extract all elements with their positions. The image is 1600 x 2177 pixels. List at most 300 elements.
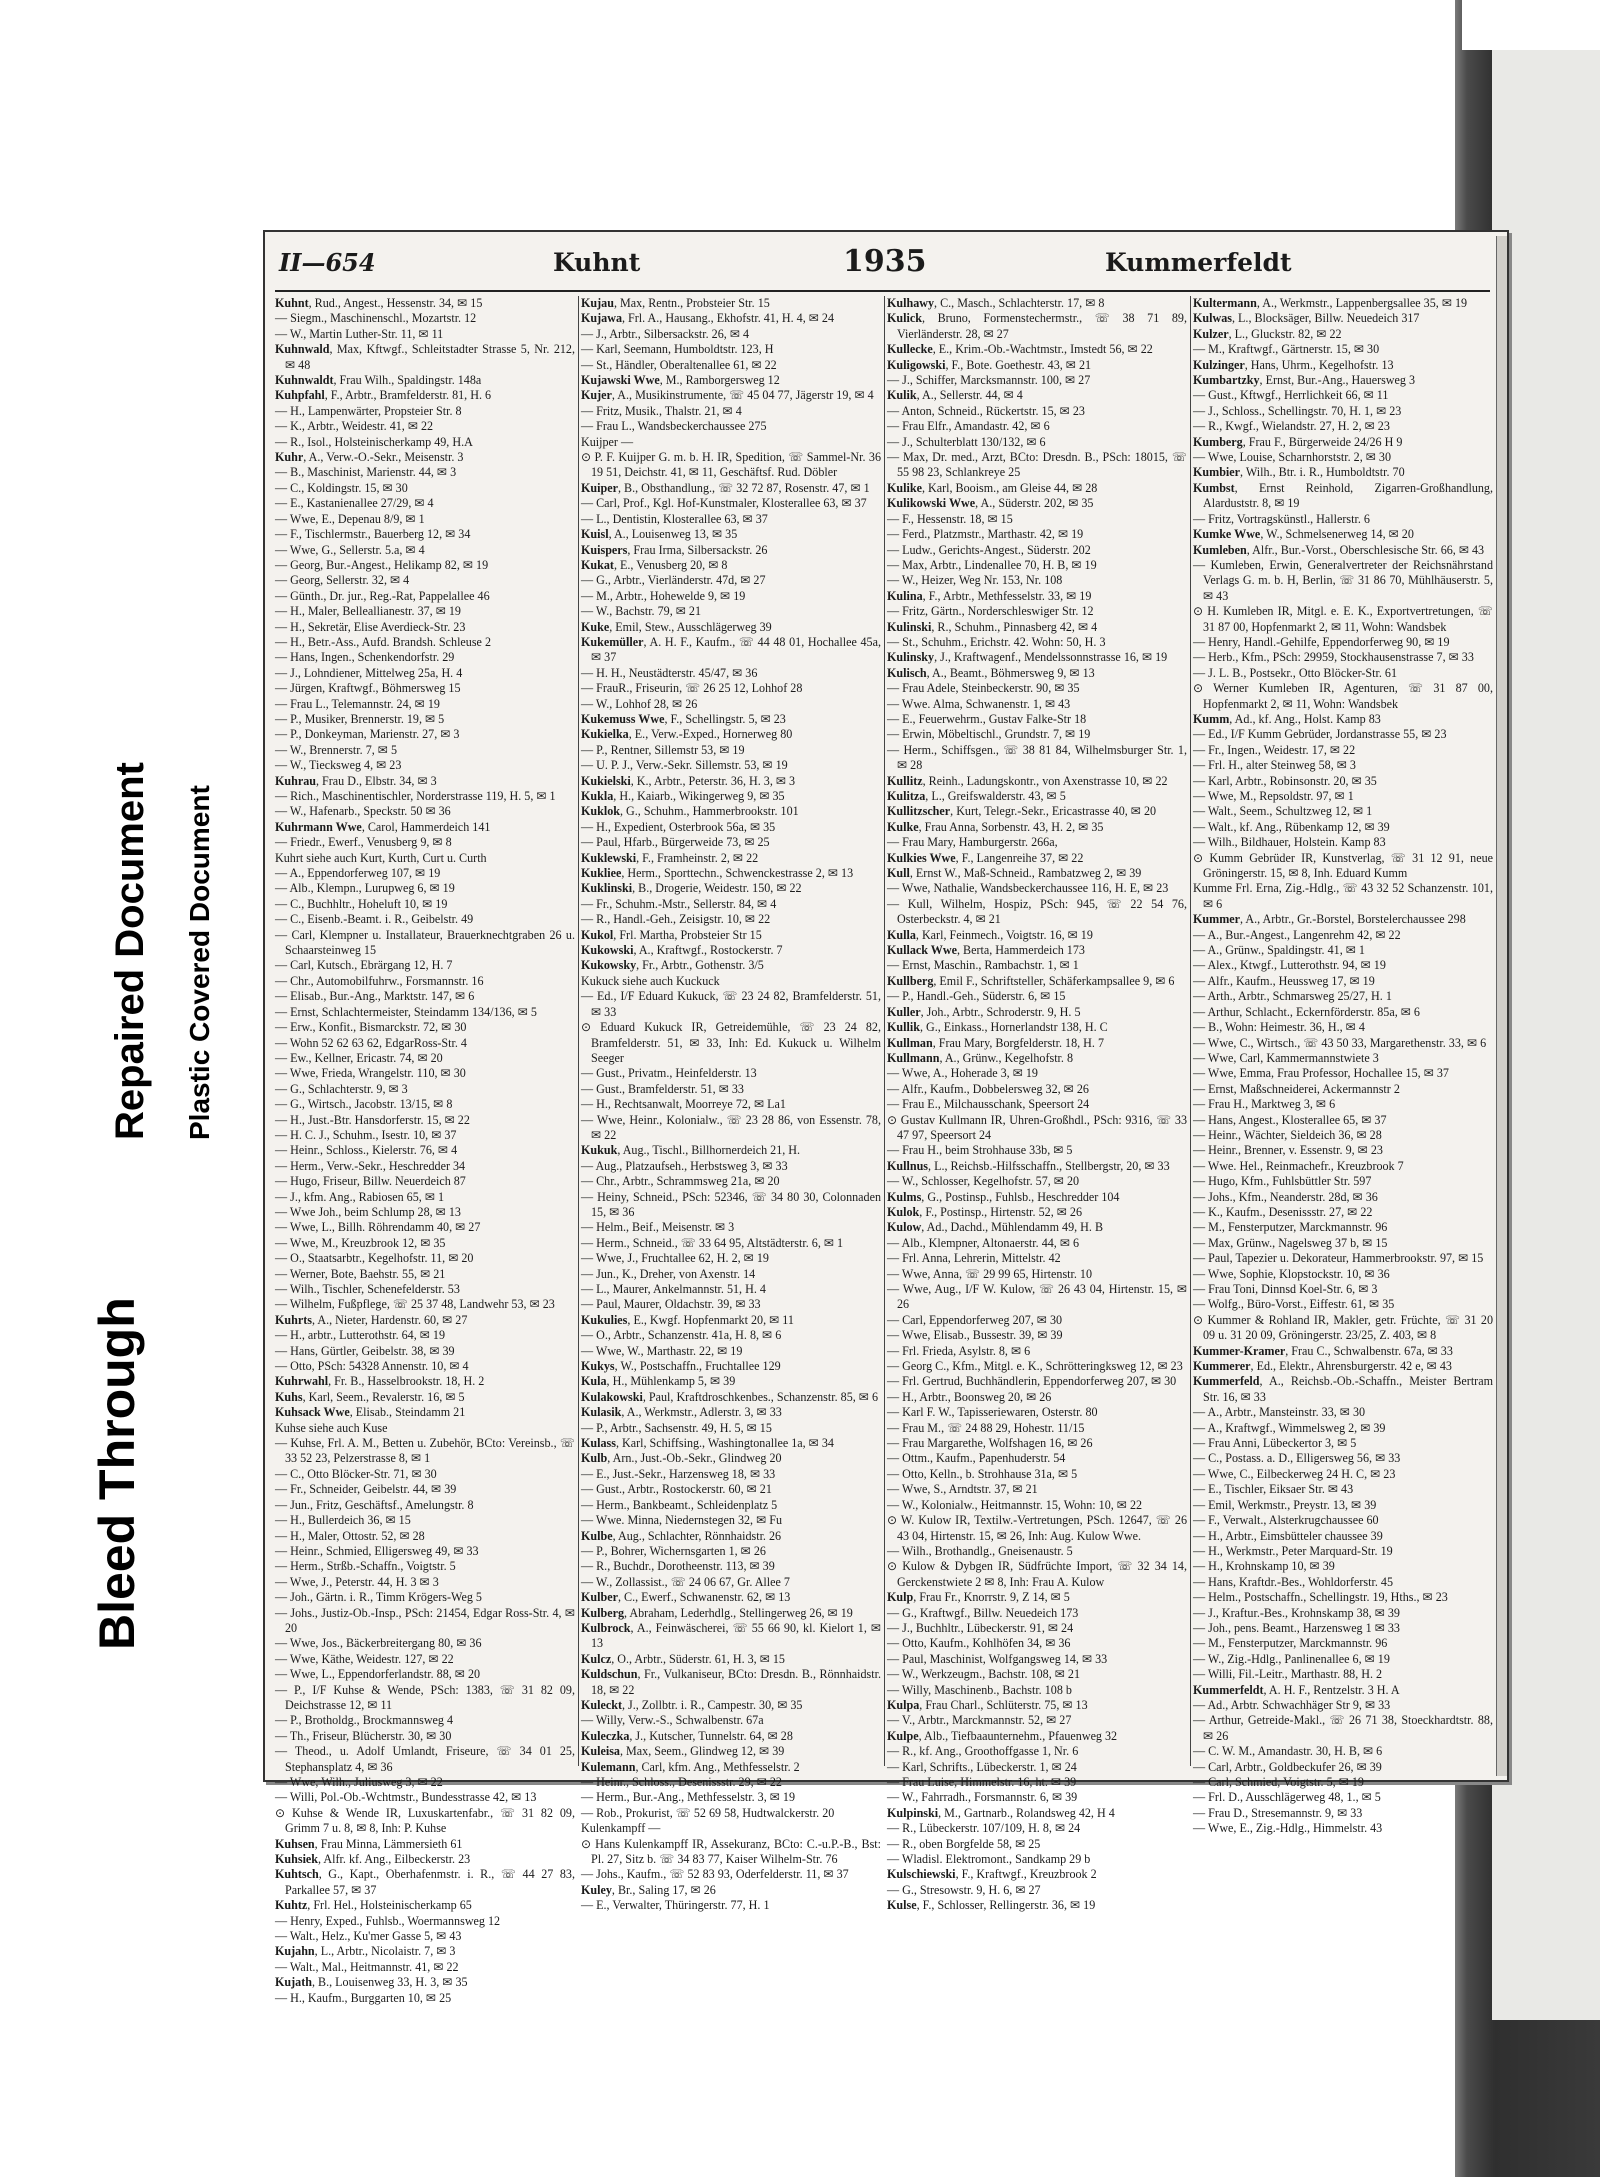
column-1 bbox=[275, 296, 575, 2005]
directory-entry: — Gust., Kftwgf., Herrlichkeit 66, ✉ 11 bbox=[1193, 388, 1389, 403]
directory-columns bbox=[275, 296, 1493, 2005]
directory-entry: — P., Handl.-Geh., Süderstr. 6, ✉ 15 bbox=[887, 989, 1066, 1004]
directory-entry: ⊙ Eduard Kukuck IR, Getreidemühle, ☏ 23 24 82, Bramfelderstr. 51, ✉ 33, Inh: Ed. Kukuck u. Wilhelm Seeger bbox=[581, 1020, 881, 1065]
directory-entry: — L., Dentistin, Klosterallee 63, ✉ 37 bbox=[581, 511, 768, 526]
directory-entry: Kulms, G., Postinsp., Fuhlsb., Heschredder 104 bbox=[887, 1189, 1120, 1204]
directory-entry: — P., Rentner, Sillemstr 53, ✉ 19 bbox=[581, 742, 745, 757]
directory-entry: Kuhse siehe auch Kuse bbox=[275, 1420, 388, 1435]
directory-entry: — Wladisl. Elektromont., Sandkamp 29 b bbox=[887, 1852, 1091, 1867]
directory-entry: — Wolfg., Büro-Vorst., Eiffestr. 61, ✉ 35 bbox=[1193, 1297, 1395, 1312]
directory-entry: Kulitza, L., Greifswalderstr. 43, ✉ 5 bbox=[887, 789, 1066, 803]
directory-entry: — Erw., Konfit., Bismarckstr. 72, ✉ 30 bbox=[275, 1020, 467, 1035]
directory-entry: — Wwe, Louise, Scharnhorststr. 2, ✉ 30 bbox=[1193, 450, 1392, 465]
directory-entry: — Wwe, E., Zig.-Hdlg., Himmelstr. 43 bbox=[1193, 1821, 1383, 1836]
directory-entry: Kullitzscher, Kurt, Telegr.-Sekr., Ericastrasse 40, ✉ 20 bbox=[887, 804, 1157, 819]
directory-entry: — St., Händler, Oberaltenallee 61, ✉ 22 bbox=[581, 357, 777, 372]
directory-entry: Kuke, Emil, Stew., Ausschlägerweg 39 bbox=[581, 619, 772, 634]
directory-entry: — Wilh., Bildhauer, Holstein. Kamp 83 bbox=[1193, 835, 1386, 850]
header-year: 1935 bbox=[843, 244, 927, 279]
directory-entry: — J. L. B., Postsekr., Otto Blöcker-Str. 61 bbox=[1193, 665, 1398, 680]
directory-entry: Kumberg, Frau F., Bürgerweide 24/26 H 9 bbox=[1193, 434, 1403, 449]
directory-entry: — E., Feuerwehrm., Gustav Falke-Str 18 bbox=[887, 711, 1087, 726]
directory-entry: — Wilh., Brothandlg., Gneisenaustr. 5 bbox=[887, 1543, 1073, 1558]
directory-entry: Kulber, C., Ewerf., Schwanenstr. 62, ✉ 13 bbox=[581, 1590, 791, 1605]
directory-entry: — W., Schlosser, Kegelhofstr. 57, ✉ 20 bbox=[887, 1174, 1080, 1189]
directory-entry: — Karl, Seemann, Humboldtstr. 123, H bbox=[581, 342, 774, 357]
directory-entry: — Wilhelm, Fußpflege, ☏ 25 37 48, Landwehr 53, ✉ 23 bbox=[275, 1297, 555, 1312]
directory-entry: — H., Werkmstr., Peter Marquard-Str. 19 bbox=[1193, 1543, 1393, 1558]
directory-entry: — Frau Luise, Himmelstr. 16, ht. ✉ 39 bbox=[887, 1775, 1077, 1789]
directory-entry: — W., Lohhof 28, ✉ 26 bbox=[581, 696, 698, 711]
directory-entry: — Arth., Arbtr., Schmarsweg 25/27, H. 1 bbox=[1193, 989, 1392, 1004]
directory-entry: Kukielski, K., Arbtr., Peterstr. 36, H. 3, ✉ 3 bbox=[581, 773, 796, 788]
directory-entry: Kuleckt, J., Zollbtr. i. R., Campestr. 30, ✉ 35 bbox=[581, 1697, 803, 1712]
directory-entry: Kulow, Ad., Dachd., Mühlendamm 49, H. B bbox=[887, 1220, 1104, 1235]
directory-entry: Kuhnwald, Max, Kftwgf., Schleitstadter Strasse 5, Nr. 212, ✉ 48 bbox=[275, 342, 575, 372]
directory-entry: Kullnus, L., Reichsb.-Hilfsschaffn., Stellbergstr, 20, ✉ 33 bbox=[887, 1158, 1170, 1173]
directory-entry: — G., Stresowstr. 9, H. 6, ✉ 27 bbox=[887, 1882, 1041, 1897]
directory-entry: — A., Eppendorferweg 107, ✉ 19 bbox=[275, 866, 441, 881]
directory-entry: — P., Bohrer, Wichernsgarten 1, ✉ 26 bbox=[581, 1543, 766, 1558]
directory-entry: — Heinr., Brenner, v. Essenstr. 9, ✉ 23 bbox=[1193, 1143, 1383, 1158]
directory-entry: — Ew., Kellner, Ericastr. 74, ✉ 20 bbox=[275, 1050, 443, 1065]
directory-entry: Kulinski, R., Schuhm., Pinnasberg 42, ✉ 4 bbox=[887, 619, 1098, 634]
directory-entry: — P., Brotholdg., Brockmannsweg 4 bbox=[275, 1713, 454, 1728]
directory-entry: — Frau Elfr., Amandastr. 42, ✉ 6 bbox=[887, 419, 1050, 434]
directory-entry: Kujau, Max, Rentn., Probsteier Str. 15 bbox=[581, 296, 770, 310]
directory-entry: — Ed., I/F Eduard Kukuck, ☏ 23 24 82, Bramfelderstr. 51, ✉ 33 bbox=[581, 989, 881, 1019]
directory-entry: — Willy, Verw.-S., Schwalbenstr. 67a bbox=[581, 1713, 764, 1728]
directory-entry: — B., Wohn: Heimestr. 36, H., ✉ 4 bbox=[1193, 1020, 1365, 1035]
directory-entry: — Otto, Kelln., b. Strohhause 31a, ✉ 5 bbox=[887, 1466, 1078, 1481]
directory-entry: — Frau L., Wandsbeckerchaussee 275 bbox=[581, 419, 767, 434]
directory-entry: — Gust., Bramfelderstr. 51, ✉ 33 bbox=[581, 1081, 744, 1096]
directory-entry: Kumke Wwe, W., Schmelsenerweg 14, ✉ 20 bbox=[1193, 527, 1414, 542]
directory-entry: Kulberg, Abraham, Lederhdlg., Stellingerweg 26, ✉ 19 bbox=[581, 1605, 853, 1620]
directory-entry: — Wwe, Carl, Kammermannstwiete 3 bbox=[1193, 1050, 1379, 1065]
directory-entry: — R., Lübeckerstr. 107/109, H. 8, ✉ 24 bbox=[887, 1821, 1081, 1836]
directory-entry: Kuhsen, Frau Minna, Lämmersieth 61 bbox=[275, 1836, 463, 1851]
directory-entry: Kumbst, Ernst Reinhold, Zigarren-Großhandlung, Alarduststr. 8, ✉ 19 bbox=[1193, 480, 1493, 511]
directory-entry: — Chr., Arbtr., Schrammsweg 21a, ✉ 20 bbox=[581, 1174, 780, 1189]
directory-entry: Kullik, G., Einkass., Hornerlandstr 138, H. C bbox=[887, 1020, 1108, 1035]
directory-entry: — Heinr., Wächter, Sieldeich 36, ✉ 28 bbox=[1193, 1127, 1382, 1142]
directory-entry: — J., Kraftur.-Bes., Krohnskamp 38, ✉ 39 bbox=[1193, 1605, 1400, 1620]
directory-entry: — Wwe, W., Marthastr. 22, ✉ 19 bbox=[581, 1343, 743, 1358]
directory-entry: Kulemann, Carl, kfm. Ang., Methfesselstr. 2 bbox=[581, 1759, 800, 1774]
directory-entry: ⊙ W. Kulow IR, Textilw.-Vertretungen, PSch. 12647, ☏ 26 43 04, Hirtenstr. 15, ✉ 26, Inh: Aug. Kulow Wwe. bbox=[887, 1513, 1187, 1543]
directory-entry: — Alfr., Kaufm., Heussweg 17, ✉ 19 bbox=[1193, 973, 1375, 988]
directory-entry: — Frau E., Milchausschank, Speersort 24 bbox=[887, 1097, 1090, 1112]
directory-entry: — Wwe, C., Wirtsch., ☏ 43 50 33, Margarethenstr. 33, ✉ 6 bbox=[1193, 1035, 1487, 1050]
directory-entry: — E., Tischler, Eiksaer Str. ✉ 43 bbox=[1193, 1482, 1354, 1497]
directory-entry: — Fr., Schneider, Geibelstr. 44, ✉ 39 bbox=[275, 1482, 457, 1497]
column-3 bbox=[887, 296, 1187, 1913]
directory-entry: — Georg, Bur.-Angest., Helikamp 82, ✉ 19 bbox=[275, 557, 489, 572]
directory-entry: — Frau M., ☏ 24 88 29, Hohestr. 11/15 bbox=[887, 1420, 1085, 1435]
directory-entry: Kulkies Wwe, F., Langenreihe 37, ✉ 22 bbox=[887, 850, 1084, 865]
directory-entry: — Carl, Schmied, Voigtstr. 5, ✉ 19 bbox=[1193, 1775, 1364, 1789]
directory-entry: Kuhrmann Wwe, Carol, Hammerdeich 141 bbox=[275, 819, 491, 834]
directory-entry: — Max, Dr. med., Arzt, BCto: Dresdn. B., PSch: 18015, ☏ 55 98 23, Schlankreye 25 bbox=[887, 450, 1187, 480]
directory-entry: — Hans, Ingen., Schenkendorfstr. 29 bbox=[275, 650, 455, 665]
directory-entry: — Paul, Maurer, Oldachstr. 39, ✉ 33 bbox=[581, 1297, 761, 1312]
directory-entry: — O., Staatsarbtr., Kegelhofstr. 11, ✉ 20 bbox=[275, 1251, 474, 1266]
directory-entry: — H., Kaufm., Burggarten 10, ✉ 25 bbox=[275, 1990, 452, 2005]
directory-entry: Kukliee, Herm., Sporttechn., Schwenckestrasse 2, ✉ 13 bbox=[581, 866, 854, 881]
directory-entry: — Johs., Justiz-Ob.-Insp., PSch: 21454, Edgar Ross-Str. 4, ✉ 20 bbox=[275, 1605, 575, 1635]
directory-entry: Kuklinski, B., Drogerie, Weidestr. 150, ✉ 22 bbox=[581, 881, 802, 896]
directory-entry: Kuispers, Frau Irma, Silbersackstr. 26 bbox=[581, 542, 768, 557]
directory-entry: — Heinr., Schloss., Desenissstr. 29, ✉ 22 bbox=[581, 1775, 782, 1789]
directory-entry: — Herm., Bur.-Ang., Methfesselstr. 3, ✉ 19 bbox=[581, 1790, 796, 1805]
directory-entry: ⊙ Kummer & Rohland IR, Makler, getr. Früchte, ☏ 31 20 09 u. 31 20 09, Gröningerstr. 23/25, Z. 403, ✉ 8 bbox=[1193, 1312, 1493, 1343]
directory-entry: — Carl, Eppendorferweg 207, ✉ 30 bbox=[887, 1312, 1063, 1327]
directory-entry: Kulpe, Alb., Tiefbaaunternehm., Pfauenweg 32 bbox=[887, 1728, 1118, 1743]
directory-entry: Kulick, Bruno, Formenstechermstr., ☏ 38 71 89, Vierländerstr. 28, ✉ 27 bbox=[887, 311, 1187, 341]
directory-entry: Kulke, Frau Anna, Sorbenstr. 43, H. 2, ✉ 35 bbox=[887, 819, 1104, 834]
directory-entry: Kuligowski, F., Bote. Goethestr. 43, ✉ 21 bbox=[887, 357, 1092, 372]
directory-entry: — Wwe, Heinr., Kolonialw., ☏ 23 28 86, von Essenstr. 78, ✉ 22 bbox=[581, 1112, 881, 1142]
directory-entry: Kukulies, E., Kwgf. Hopfenmarkt 20, ✉ 11 bbox=[581, 1312, 794, 1327]
directory-entry: — W., Tiecksweg 4, ✉ 23 bbox=[275, 758, 402, 773]
directory-entry: Kuleisa, Max, Seem., Glindweg 12, ✉ 39 bbox=[581, 1744, 785, 1759]
directory-entry: Kuijper — bbox=[581, 434, 634, 449]
directory-entry: Kulse, F., Schlosser, Rellingerstr. 36, ✉ 19 bbox=[887, 1898, 1096, 1913]
directory-entry: Kulbrock, A., Feinwäscherei, ☏ 55 66 90, kl. Kielort 1, ✉ 13 bbox=[581, 1620, 881, 1651]
directory-entry: Kulike, Karl, Booism., am Gleise 44, ✉ 28 bbox=[887, 480, 1098, 495]
directory-entry: — Wwe, E., Depenau 8/9, ✉ 1 bbox=[275, 511, 425, 526]
directory-entry: — H., Just.-Btr. Hansdorferstr. 15, ✉ 22 bbox=[275, 1112, 470, 1127]
directory-entry: — Hans, Kraftdr.-Bes., Wohldorferstr. 45 bbox=[1193, 1574, 1393, 1589]
directory-entry: — Fr., Schuhm.-Mstr., Sellerstr. 84, ✉ 4 bbox=[581, 896, 777, 911]
directory-entry: — C. W. M., Amandastr. 30, H. B, ✉ 6 bbox=[1193, 1744, 1383, 1759]
directory-entry: — Max, Grünw., Nagelsweg 37 b, ✉ 15 bbox=[1193, 1235, 1388, 1250]
directory-entry: — Wwe, J., Fruchtallee 62, H. 2, ✉ 19 bbox=[581, 1251, 769, 1266]
directory-entry: — V., Arbtr., Marckmannstr. 52, ✉ 27 bbox=[887, 1713, 1072, 1728]
directory-entry: Kulzer, L., Gluckstr. 82, ✉ 22 bbox=[1193, 326, 1342, 341]
directory-entry: — P., Donkeyman, Marienstr. 27, ✉ 3 bbox=[275, 727, 460, 742]
directory-entry: Kulikowski Wwe, A., Süderstr. 202, ✉ 35 bbox=[887, 496, 1094, 511]
directory-entry: — C., Koldingstr. 15, ✉ 30 bbox=[275, 480, 408, 495]
directory-entry: Kulp, Frau Fr., Knorrstr. 9, Z 14, ✉ 5 bbox=[887, 1590, 1070, 1605]
directory-entry: — Wwe, L., Eppendorferlandstr. 88, ✉ 20 bbox=[275, 1667, 481, 1682]
directory-entry: Kukys, W., Postschaffn., Fruchtallee 129 bbox=[581, 1359, 781, 1374]
column-rule bbox=[1190, 296, 1191, 1766]
directory-entry: — H., Rechtsanwalt, Moorreye 72, ✉ La1 bbox=[581, 1097, 786, 1112]
directory-entry: — G., Arbtr., Vierländerstr. 47d, ✉ 27 bbox=[581, 573, 766, 588]
directory-entry: — Jun., Fritz, Geschäftsf., Amelungstr. 8 bbox=[275, 1497, 474, 1512]
directory-entry: — J., Arbtr., Silbersackstr. 26, ✉ 4 bbox=[581, 326, 750, 341]
directory-entry: — Carl, Arbtr., Goldbeckufer 26, ✉ 39 bbox=[1193, 1759, 1382, 1774]
directory-entry: — Walt., kf. Ang., Rübenkamp 12, ✉ 39 bbox=[1193, 819, 1390, 834]
directory-entry: — Frau Toni, Dinnsd Koel-Str. 6, ✉ 3 bbox=[1193, 1282, 1378, 1296]
directory-entry: — W., Fahrradh., Forsmannstr. 6, ✉ 39 bbox=[887, 1790, 1078, 1805]
directory-entry: — Herm., Schneid., ☏ 33 64 95, Altstädterstr. 6, ✉ 1 bbox=[581, 1235, 844, 1250]
directory-entry: — Joh., pens. Beamt., Harzensweg 1 ✉ 33 bbox=[1193, 1620, 1400, 1635]
directory-entry: — Frau H., Marktweg 3, ✉ 6 bbox=[1193, 1097, 1336, 1112]
directory-entry: — Wwe, Käthe, Weidestr. 127, ✉ 22 bbox=[275, 1651, 454, 1666]
directory-entry: — Herm., Bankbeamt., Schleidenplatz 5 bbox=[581, 1497, 778, 1512]
directory-entry: Kuisl, A., Louisenweg 13, ✉ 35 bbox=[581, 527, 738, 542]
page-edge bbox=[1496, 236, 1507, 1776]
directory-entry: — Frl. Gertrud, Buchhändlerin, Eppendorferweg 207, ✉ 30 bbox=[887, 1374, 1177, 1389]
directory-entry: Kuhrt siehe auch Kurt, Kurth, Curt u. Curth bbox=[275, 850, 487, 865]
directory-entry: — Aug., Platzaufseh., Herbstsweg 3, ✉ 33 bbox=[581, 1158, 788, 1173]
directory-entry: — A., Arbtr., Mansteinstr. 33, ✉ 30 bbox=[1193, 1405, 1366, 1420]
directory-entry: — Werner, Bote, Baehstr. 55, ✉ 21 bbox=[275, 1266, 446, 1281]
directory-entry: — R., Buchdr., Dorotheenstr. 113, ✉ 39 bbox=[581, 1559, 775, 1574]
header-last-entry: Kummerfeldt bbox=[1105, 248, 1292, 277]
directory-entry: — Frl. H., alter Steinweg 58, ✉ 3 bbox=[1193, 758, 1356, 773]
directory-entry: — Ad., Arbtr. Schwachhäger Str 9, ✉ 33 bbox=[1193, 1697, 1391, 1712]
directory-entry: — Wwe, L., Billh. Röhrendamm 40, ✉ 27 bbox=[275, 1220, 481, 1235]
directory-entry: Kulina, F., Arbtr., Methfesselstr. 33, ✉ 19 bbox=[887, 588, 1092, 603]
directory-entry: — Willi, Fil.-Leitr., Marthastr. 88, H. 2 bbox=[1193, 1667, 1383, 1682]
directory-entry: — Frl. Frieda, Asylstr. 8, ✉ 6 bbox=[887, 1343, 1031, 1358]
directory-entry: — E., Just.-Sekr., Harzensweg 18, ✉ 33 bbox=[581, 1466, 776, 1481]
directory-entry: — F., Tischlermstr., Bauerberg 12, ✉ 34 bbox=[275, 527, 471, 542]
directory-entry: Kumbier, Wilh., Btr. i. R., Humboldtstr. 70 bbox=[1193, 465, 1405, 480]
directory-entry: — Ed., I/F Kumm Gebrüder, Jordanstrasse 55, ✉ 23 bbox=[1193, 727, 1447, 742]
directory-entry: — Heiny, Schneid., PSch: 52346, ☏ 34 80 30, Colonnaden 15, ✉ 36 bbox=[581, 1189, 881, 1219]
directory-entry: — Chr., Automobilfuhrw., Forsmannstr. 16 bbox=[275, 973, 484, 988]
directory-entry: ⊙ Kumm Gebrüder IR, Kunstverlag, ☏ 31 12 91, neue Gröningerstr. 15, ✉ 8, Inh. Eduard Kumm bbox=[1193, 850, 1493, 881]
directory-entry: — Gust., Arbtr., Rostockerstr. 60, ✉ 21 bbox=[581, 1482, 772, 1497]
directory-entry: — Wwe, A., Hoherade 3, ✉ 19 bbox=[887, 1066, 1038, 1081]
directory-entry: — F., Hessenstr. 18, ✉ 15 bbox=[887, 511, 1013, 526]
directory-entry: — W., Heizer, Weg Nr. 153, Nr. 108 bbox=[887, 573, 1063, 588]
directory-entry: — Carl, Kutsch., Ebrärgang 12, H. 7 bbox=[275, 958, 453, 973]
directory-entry: Kuiper, B., Obsthandlung., ☏ 32 72 87, Rosenstr. 47, ✉ 1 bbox=[581, 480, 870, 495]
directory-entry: Kuhnt, Rud., Angest., Hessenstr. 34, ✉ 15 bbox=[275, 296, 483, 310]
directory-entry: — H. C. J., Schuhm., Isestr. 10, ✉ 37 bbox=[275, 1127, 457, 1142]
directory-entry: — Paul, Hfarb., Bürgerweide 73, ✉ 25 bbox=[581, 835, 770, 850]
directory-entry: — Fr., Ingen., Weidestr. 17, ✉ 22 bbox=[1193, 742, 1356, 757]
directory-entry: Kuldschun, Fr., Vulkaniseur, BCto: Dresdn. B., Rönnhaidstr. 18, ✉ 22 bbox=[581, 1667, 881, 1697]
directory-entry: — Erwin, Möbeltischl., Grundstr. 7, ✉ 19 bbox=[887, 727, 1091, 742]
bleed-through-stamp: Bleed Through bbox=[89, 1297, 145, 1650]
directory-entry: — Th., Friseur, Blücherstr. 30, ✉ 30 bbox=[275, 1728, 452, 1743]
directory-entry: Kulla, Karl, Feinmech., Voigtstr. 16, ✉ 19 bbox=[887, 927, 1093, 942]
directory-entry: — Hugo, Kfm., Fuhlsbüttler Str. 597 bbox=[1193, 1174, 1372, 1189]
directory-entry: — Helm., Beif., Meisenstr. ✉ 3 bbox=[581, 1220, 735, 1235]
directory-entry: Kuhrts, A., Nieter, Hardenstr. 60, ✉ 27 bbox=[275, 1312, 468, 1327]
directory-entry: — Georg, Sellerstr. 32, ✉ 4 bbox=[275, 573, 410, 588]
directory-entry: — K., Kaufm., Desenissstr. 27, ✉ 22 bbox=[1193, 1204, 1373, 1219]
directory-entry: — Walt., Mal., Heitmannstr. 41, ✉ 22 bbox=[275, 1959, 459, 1974]
directory-entry: — Anton, Schneid., Rückertstr. 15, ✉ 23 bbox=[887, 403, 1085, 418]
directory-entry: — Alb., Klempner, Altonaerstr. 44, ✉ 6 bbox=[887, 1235, 1080, 1250]
directory-entry: — R., kf. Ang., Groothoffgasse 1, Nr. 6 bbox=[887, 1744, 1079, 1759]
directory-entry: — Ferd., Platzmstr., Marthastr. 42, ✉ 19 bbox=[887, 527, 1084, 542]
directory-entry: — Wwe, J., Peterstr. 44, H. 3 ✉ 3 bbox=[275, 1574, 439, 1589]
directory-entry: — Wwe, S., Arndtstr. 37, ✉ 21 bbox=[887, 1482, 1038, 1497]
directory-entry: Kuhnwaldt, Frau Wilh., Spaldingstr. 148a bbox=[275, 373, 482, 388]
directory-entry: Kull, Ernst W., Maß-Schneid., Rambatzweg 2, ✉ 39 bbox=[887, 866, 1142, 881]
directory-entry: — A., Grünw., Spaldingstr. 41, ✉ 1 bbox=[1193, 943, 1365, 958]
directory-entry: Kujath, B., Louisenweg 33, H. 3, ✉ 35 bbox=[275, 1975, 468, 1990]
directory-entry: Kujahn, L., Arbtr., Nicolaistr. 7, ✉ 3 bbox=[275, 1944, 456, 1959]
directory-entry: — H., Sekretär, Elise Averdieck-Str. 23 bbox=[275, 619, 466, 634]
directory-entry: Kulik, A., Sellerstr. 44, ✉ 4 bbox=[887, 388, 1023, 403]
directory-entry: Kuhrwahl, Fr. B., Hasselbrookstr. 18, H. 2 bbox=[275, 1374, 485, 1389]
directory-entry: — J., Schulterblatt 130/132, ✉ 6 bbox=[887, 434, 1046, 449]
directory-entry: — Frau H., beim Strohhause 33b, ✉ 5 bbox=[887, 1143, 1073, 1158]
directory-entry: — Kull, Wilhelm, Hospiz, PSch: 945, ☏ 22 54 76, Osterbeckstr. 4, ✉ 21 bbox=[887, 896, 1187, 927]
directory-entry: Kulakowski, Paul, Kraftdroschkenbes., Schanzenstr. 85, ✉ 6 bbox=[581, 1389, 879, 1404]
directory-entry: Kumleben, Alfr., Bur.-Vorst., Oberschlesische Str. 66, ✉ 43 bbox=[1193, 542, 1485, 557]
directory-entry: — L., Maurer, Ankelmannstr. 51, H. 4 bbox=[581, 1282, 766, 1296]
directory-entry: — Arthur, Getreide-Makl., ☏ 26 71 38, Stoeckhardtstr. 88, ✉ 26 bbox=[1193, 1713, 1493, 1743]
directory-entry: — Wwe Joh., beim Schlump 28, ✉ 13 bbox=[275, 1204, 461, 1219]
directory-entry: — W., Martin Luther-Str. 11, ✉ 11 bbox=[275, 326, 444, 341]
directory-entry: — Frau Anni, Lübeckertor 3, ✉ 5 bbox=[1193, 1436, 1357, 1451]
directory-entry: Kuhs, Karl, Seem., Revalerstr. 16, ✉ 5 bbox=[275, 1389, 465, 1404]
directory-entry: Kulwas, L., Blocksäger, Billw. Neuedeich 317 bbox=[1193, 311, 1420, 326]
directory-entry: ⊙ H. Kumleben IR, Mitgl. e. E. K., Exportvertretungen, ☏ 31 87 00, Hopfenmarkt 2, ✉ 11, Wohn: Wandsbek bbox=[1193, 604, 1493, 634]
directory-entry: Kulass, Karl, Schiffsing., Washingtonallee 1a, ✉ 34 bbox=[581, 1436, 834, 1451]
directory-entry: — Karl, Arbtr., Robinsonstr. 20, ✉ 35 bbox=[1193, 773, 1377, 788]
directory-entry: Kulasik, A., Werkmstr., Adlerstr. 3, ✉ 33 bbox=[581, 1405, 782, 1420]
directory-entry: — W., Hafenarb., Speckstr. 50 ✉ 36 bbox=[275, 804, 451, 819]
directory-entry: — H. H., Neustädterstr. 45/47, ✉ 36 bbox=[581, 665, 758, 680]
directory-entry: Kuller, Joh., Arbtr., Schroderstr. 9, H. 5 bbox=[887, 1004, 1081, 1019]
directory-entry: — W., Bachstr. 79, ✉ 21 bbox=[581, 604, 701, 619]
directory-entry: — Frau D., Stresemannstr. 9, ✉ 33 bbox=[1193, 1805, 1363, 1820]
directory-entry: Kummer, A., Arbtr., Gr.-Borstel, Borstelerchaussee 298 bbox=[1193, 912, 1466, 927]
directory-entry: Kuhsack Wwe, Elisab., Steindamm 21 bbox=[275, 1405, 466, 1420]
directory-entry: — Heinr., Schloss., Kielerstr. 76, ✉ 4 bbox=[275, 1143, 458, 1158]
directory-entry: — Gust., Privatm., Heinfelderstr. 13 bbox=[581, 1066, 757, 1081]
directory-entry: — Herm., Schiffsgen., ☏ 38 81 84, Wilhelmsburger Str. 1, ✉ 28 bbox=[887, 742, 1187, 773]
header-first-entry: Kuhnt bbox=[553, 248, 641, 277]
directory-entry: — Herb., Kfm., PSch: 29959, Stockhausenstrasse 7, ✉ 33 bbox=[1193, 650, 1474, 665]
directory-entry: Kuhtz, Frl. Hel., Holsteinischerkamp 65 bbox=[275, 1898, 472, 1913]
directory-entry: — Fritz, Gärtn., Norderschleswiger Str. 12 bbox=[887, 604, 1094, 619]
directory-entry: — H., Expedient, Osterbrook 56a, ✉ 35 bbox=[581, 819, 776, 834]
directory-entry: Kumm, Ad., kf. Ang., Holst. Kamp 83 bbox=[1193, 711, 1381, 726]
directory-entry: — Herm., Verw.-Sekr., Heschredder 34 bbox=[275, 1158, 466, 1173]
directory-entry: Kuhsiek, Alfr. kf. Ang., Eilbeckerstr. 23 bbox=[275, 1852, 471, 1867]
directory-entry: — Paul, Tapezier u. Dekorateur, Hammerbrookstr. 97, ✉ 15 bbox=[1193, 1251, 1484, 1266]
directory-entry: — J., Schiffer, Marcksmannstr. 100, ✉ 27 bbox=[887, 373, 1091, 388]
directory-entry: — Wwe, C., Eilbeckerweg 24 H. C, ✉ 23 bbox=[1193, 1466, 1396, 1481]
directory-entry: Kuleczka, J., Kutscher, Tunnelstr. 64, ✉ 28 bbox=[581, 1728, 793, 1743]
directory-entry: Kumbartzky, Ernst, Bur.-Ang., Hauersweg 3 bbox=[1193, 373, 1416, 388]
directory-entry: — Wwe. Hel., Reinmachefr., Kreuzbrook 7 bbox=[1193, 1158, 1404, 1173]
directory-entry: — Hugo, Friseur, Billw. Neuerdeich 87 bbox=[275, 1174, 466, 1189]
directory-entry: — Ottm., Kaufm., Papenhuderstr. 54 bbox=[887, 1451, 1066, 1466]
directory-entry: Kummerfeldt, A. H. F., Rentzelstr. 3 H. A bbox=[1193, 1682, 1400, 1697]
directory-entry: — Willy, Maschinenb., Bachstr. 108 b bbox=[887, 1682, 1072, 1697]
directory-entry: — W., Brennerstr. 7, ✉ 5 bbox=[275, 742, 397, 757]
directory-entry: — Henry, Exped., Fuhlsb., Woermannsweg 12 bbox=[275, 1913, 501, 1928]
directory-entry: — C., Eisenb.-Beamt. i. R., Geibelstr. 49 bbox=[275, 912, 474, 927]
directory-entry: — H., Arbtr., Boonsweg 20, ✉ 26 bbox=[887, 1389, 1052, 1404]
directory-entry: ⊙ Gustav Kullmann IR, Uhren-Großhdl., PSch: 9316, ☏ 33 47 97, Speersort 24 bbox=[887, 1112, 1187, 1142]
directory-entry: — H., Arbtr., Eimsbütteler chaussee 39 bbox=[1193, 1528, 1383, 1543]
directory-entry: — Henry, Handl.-Gehilfe, Eppendorferweg 90, ✉ 19 bbox=[1193, 634, 1450, 649]
directory-entry: Kumme Frl. Erna, Zig.-Hdlg., ☏ 43 32 52 Schanzenstr. 101, ✉ 6 bbox=[1193, 881, 1493, 911]
directory-entry: — H., Lampenwärter, Propsteier Str. 8 bbox=[275, 403, 462, 418]
directory-entry: — Wwe, Anna, ☏ 29 99 65, Hirtenstr. 10 bbox=[887, 1266, 1093, 1281]
directory-entry: — G., Schlachterstr. 9, ✉ 3 bbox=[275, 1081, 408, 1096]
directory-entry: — O., Arbtr., Schanzenstr. 41a, H. 8, ✉ 6 bbox=[581, 1328, 782, 1343]
directory-entry: — Theod., u. Adolf Umlandt, Friseure, ☏ 34 01 25, Stephansplatz 4, ✉ 36 bbox=[275, 1744, 575, 1774]
directory-entry: Kuklewski, F., Framheinstr. 2, ✉ 22 bbox=[581, 850, 759, 865]
directory-entry: — Ernst, Schlachtermeister, Steindamm 134/136, ✉ 5 bbox=[275, 1004, 537, 1019]
directory-entry: Kula, H., Mühlenkamp 5, ✉ 39 bbox=[581, 1374, 736, 1389]
directory-entry: Kukowski, A., Kraftwgf., Rostockerstr. 7 bbox=[581, 943, 783, 958]
directory-entry: Kukowsky, Fr., Arbtr., Gothenstr. 3/5 bbox=[581, 958, 764, 973]
directory-entry: — H., Maler, Belleallianestr. 37, ✉ 19 bbox=[275, 604, 461, 619]
directory-entry: — W., Kolonialw., Heitmannstr. 15, Wohn: 10, ✉ 22 bbox=[887, 1497, 1143, 1512]
directory-entry: — Wwe, G., Sellerstr. 5.a, ✉ 4 bbox=[275, 542, 425, 557]
directory-entry: Kulhawy, C., Masch., Schlachterstr. 17, ✉ 8 bbox=[887, 296, 1105, 310]
directory-entry: — Günth., Dr. jur., Reg.-Rat, Pappelallee 46 bbox=[275, 588, 490, 603]
directory-entry: ⊙ Kulow & Dybgen IR, Südfrüchte Import, ☏ 32 34 14, Gerckenstwiete 2 ✉ 8, Inh: Frau A. Kulow bbox=[887, 1559, 1187, 1589]
directory-entry: — H., Maler, Ottostr. 52, ✉ 28 bbox=[275, 1528, 425, 1543]
directory-entry: — J., kfm. Ang., Rabiosen 65, ✉ 1 bbox=[275, 1189, 445, 1204]
directory-entry: — E., Verwalter, Thüringerstr. 77, H. 1 bbox=[581, 1898, 770, 1913]
directory-entry: — Karl, Schrifts., Lübeckerstr. 1, ✉ 24 bbox=[887, 1759, 1077, 1774]
directory-entry: Kulpinski, M., Gartnarb., Rolandsweg 42, H 4 bbox=[887, 1805, 1115, 1820]
directory-entry: — R., Kwgf., Wielandstr. 27, H. 2, ✉ 23 bbox=[1193, 419, 1390, 434]
directory-entry: — Rich., Maschinentischler, Norderstrasse 119, H. 5, ✉ 1 bbox=[275, 789, 556, 803]
directory-entry: Kujawa, Frl. A., Hausang., Ekhofstr. 41, H. 4, ✉ 24 bbox=[581, 311, 835, 326]
directory-entry: Kukol, Frl. Martha, Probsteier Str 15 bbox=[581, 927, 762, 942]
directory-entry: ⊙ Werner Kumleben IR, Agenturen, ☏ 31 87 00, Hopfenmarkt 2, ✉ 11, Wohn: Wandsbek bbox=[1193, 681, 1493, 711]
directory-entry: — Carl, Klempner u. Installateur, Brauerknechtgraben 26 u. Schaarsteinweg 15 bbox=[275, 927, 575, 958]
directory-entry: — F., Verwalt., Alsterkrugchaussee 60 bbox=[1193, 1513, 1379, 1528]
directory-entry: — M., Fensterputzer, Marckmannstr. 96 bbox=[1193, 1220, 1388, 1235]
directory-entry: Kukuck siehe auch Kuckuck bbox=[581, 973, 720, 988]
directory-entry: Kulpa, Frau Charl., Schlüterstr. 75, ✉ 13 bbox=[887, 1697, 1088, 1712]
column-rule bbox=[578, 296, 579, 1766]
directory-entry: — W., Zig.-Hdlg., Panlinenallee 6, ✉ 19 bbox=[1193, 1651, 1390, 1666]
directory-entry: Kulschiewski, F., Kraftwgf., Kreuzbrook 2 bbox=[887, 1867, 1097, 1882]
directory-entry: — U. P. J., Verw.-Sekr. Sillemstr. 53, ✉ 19 bbox=[581, 758, 788, 773]
directory-page bbox=[275, 240, 1493, 2005]
directory-entry: Kulinsky, J., Kraftwagenf., Mendelssonnstrasse 16, ✉ 19 bbox=[887, 650, 1168, 665]
directory-entry: — Wwe, Frieda, Wrangelstr. 110, ✉ 30 bbox=[275, 1066, 466, 1081]
directory-entry: — G., Kraftwgf., Billw. Neuedeich 173 bbox=[887, 1605, 1079, 1620]
directory-entry: — Willi, Pol.-Ob.-Wchtmstr., Bundesstrasse 42, ✉ 13 bbox=[275, 1790, 537, 1805]
directory-entry: — Frl. Anna, Lehrerin, Mittelstr. 42 bbox=[887, 1251, 1061, 1266]
directory-entry: — P., Arbtr., Sachsenstr. 49, H. 5, ✉ 15 bbox=[581, 1420, 772, 1435]
directory-entry: Kuhtsch, G., Kapt., Oberhafenmstr. i. R., ☏ 44 27 83, Parkallee 57, ✉ 37 bbox=[275, 1867, 575, 1897]
directory-entry: — Paul, Maschinist, Wolfgangsweg 14, ✉ 33 bbox=[887, 1651, 1108, 1666]
directory-entry: Kukielka, E., Verw.-Exped., Hornerweg 80 bbox=[581, 727, 793, 742]
directory-entry: Kullmann, A., Grünw., Kegelhofstr. 8 bbox=[887, 1050, 1074, 1065]
directory-entry: Kummerer, Ed., Elektr., Ahrensburgerstr. 42 e, ✉ 43 bbox=[1193, 1359, 1452, 1374]
directory-entry: Kulisch, A., Beamt., Böhmersweg 9, ✉ 13 bbox=[887, 665, 1095, 680]
directory-entry: — Georg C., Kfm., Mitgl. e. K., Schrötteringksweg 12, ✉ 23 bbox=[887, 1359, 1183, 1374]
directory-entry: Kuley, Br., Saling 17, ✉ 26 bbox=[581, 1882, 716, 1897]
directory-entry: — Otto, Kaufm., Kohlhöfen 34, ✉ 36 bbox=[887, 1636, 1071, 1651]
directory-entry: — C., Buchhltr., Hoheluft 10, ✉ 19 bbox=[275, 896, 448, 911]
directory-entry: — Wwe. Minna, Niedernstegen 32, ✉ Fu bbox=[581, 1513, 783, 1528]
directory-entry: — Arthur, Schlacht., Eckernförderstr. 85a, ✉ 6 bbox=[1193, 1004, 1420, 1019]
column-2 bbox=[581, 296, 881, 1913]
directory-entry: Kullecke, E., Krim.-Ob.-Wachtmstr., Imstedt 56, ✉ 22 bbox=[887, 342, 1153, 357]
directory-entry: — Wwe. Alma, Schwanenstr. 1, ✉ 43 bbox=[887, 696, 1071, 711]
directory-entry: Kullitz, Reinh., Ladungskontr., von Axenstrasse 10, ✉ 22 bbox=[887, 773, 1168, 788]
directory-entry: — A., Bur.-Angest., Langenrehm 42, ✉ 22 bbox=[1193, 927, 1401, 942]
directory-entry: — M., Arbtr., Hohewelde 9, ✉ 19 bbox=[581, 588, 746, 603]
directory-entry: — P., Musiker, Brennerstr. 19, ✉ 5 bbox=[275, 711, 445, 726]
